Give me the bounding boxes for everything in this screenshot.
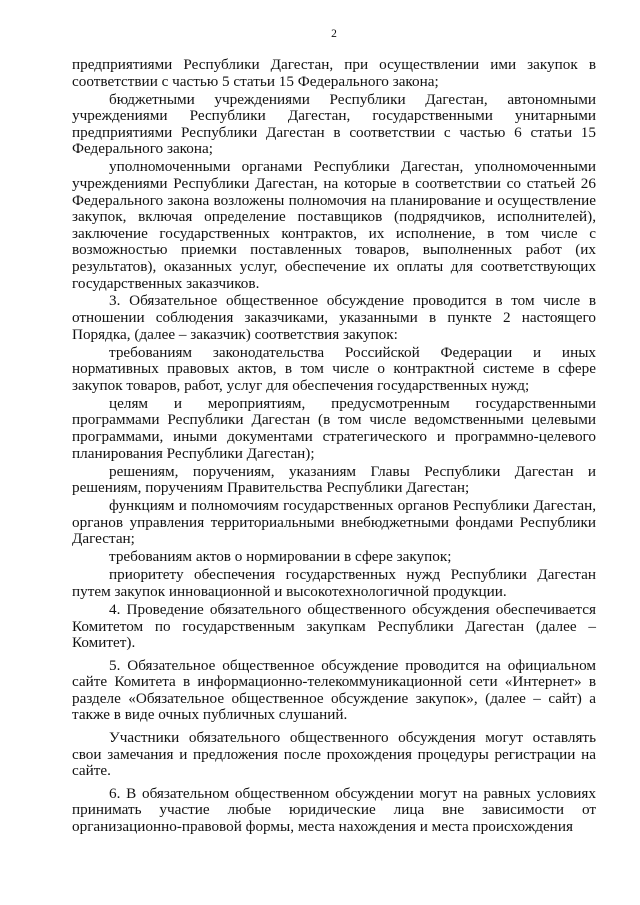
paragraph: 6. В обязательном общественном обсуждении могут на равных условиях принимать участие любые юридические лица вне зависимости от организационно-правовой формы, места нахождения и места происхождения [72,784,596,836]
paragraph: требованиям законодательства Российской Федерации и иных нормативных правовых актов, в том числе о контрактной системе в сфере закупок товаров, работ, услуг для обеспечения государственных нужд; [72,343,596,394]
paragraph: уполномоченными органами Республики Дагестан, уполномоченными учреждениями Республики Дагестан, на которые в соответствии со статьей 26 Федерального закона возложены полномочия на планирование и осуществление закупок, включая определение поставщиков (подрядчиков, исполнителей), заключение государственных контрактов, их исполнение, в том числе с возможностью приемки поставленных товаров, выполненных работ (их результатов), оказанных услуг, обеспечение их оплаты для соответствующих государственных заказчиков. [72,158,596,292]
paragraph: целям и мероприятиям, предусмотренным государственными программами Республики Дагестан (в том числе ведомственными целевыми программами, иными документами стратегического и программно-целевого планирования Республики Дагестан); [72,394,596,462]
page-number: 2 [331,28,337,40]
paragraph: приоритету обеспечения государственных нужд Республики Дагестан путем закупок инновационной и высокотехнологичной продукции. [72,566,596,600]
paragraph: 3. Обязательное общественное обсуждение проводится в том числе в отношении соблюдения заказчиками, указанными в пункте 2 настоящего Порядка, (далее – заказчик) соответствия закупок: [72,292,596,343]
paragraph: функциям и полномочиям государственных органов Республики Дагестан, органов управления территориальными внебюджетными фондами Республики Дагестан; [72,497,596,548]
paragraph: 4. Проведение обязательного общественного обсуждения обеспечивается Комитетом по государственным закупкам Республики Дагестан (далее – Комитет). [72,600,596,652]
paragraph: бюджетными учреждениями Республики Дагестан, автономными учреждениями Республики Дагестан, государственными унитарными предприятиями Республики Дагестан в соответствии с частью 6 статьи 15 Федерального закона; [72,90,596,158]
paragraph: предприятиями Республики Дагестан, при осуществлении ими закупок в соответствии с частью 5 статьи 15 Федерального закона; [72,56,596,90]
paragraph: решениям, поручениям, указаниям Главы Республики Дагестан и решениям, поручениям Правительства Республики Дагестан; [72,462,596,497]
paragraph: Участники обязательного общественного обсуждения могут оставлять свои замечания и предложения после прохождения процедуры регистрации на сайте. [72,729,596,780]
paragraph: требованиям актов о нормировании в сфере закупок; [109,548,452,566]
paragraph: 5. Обязательное общественное обсуждение проводится на официальном сайте Комитета в информационно-телекоммуникационной сети «Интернет» в разделе «Обязательное общественное обсуждение закупок», (далее – сайт) а также в виде очных публичных слушаний. [72,656,596,724]
